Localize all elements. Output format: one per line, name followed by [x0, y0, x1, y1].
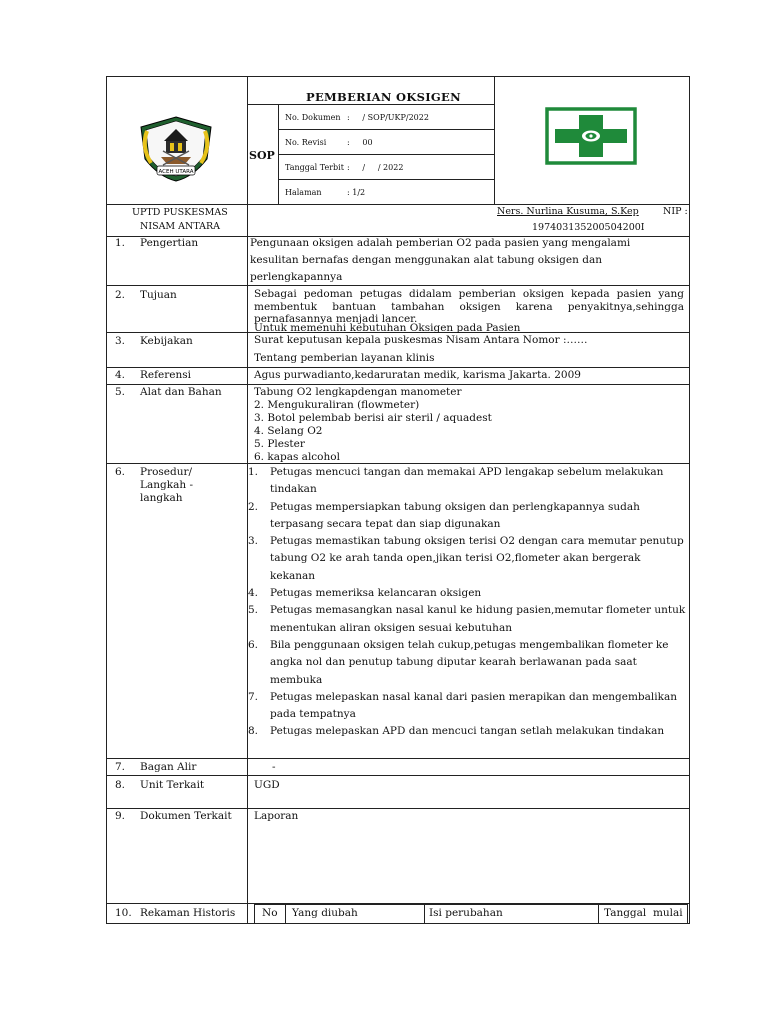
section-label-unit-terkait: Unit Terkait — [140, 779, 205, 791]
alat-item: 5. Plester — [254, 438, 305, 450]
org-name-line2: NISAM ANTARA — [140, 221, 221, 232]
divider — [278, 129, 494, 130]
section-label-rekaman-historis: Rekaman Historis — [140, 907, 236, 919]
rekaman-col-yang-diubah: Yang diubah — [292, 907, 358, 919]
alat-item: 3. Botol pelembab berisi air steril / aquadest — [254, 412, 492, 424]
section-number: 2. — [115, 289, 126, 301]
no-dokumen-label: No. Dokumen — [285, 113, 341, 122]
dokumen-terkait-text: Laporan — [254, 810, 299, 822]
section-number: 7. — [115, 761, 126, 773]
no-revisi-value: : 00 — [347, 138, 373, 147]
section-label-kebijakan: Kebijakan — [140, 335, 193, 347]
tanggal-terbit-label: Tanggal Terbit — [285, 163, 344, 172]
procedure-step — [248, 464, 688, 499]
section-number: 9. — [115, 810, 126, 822]
rekaman-col-tanggal-mulai: Tanggal mulai — [604, 907, 683, 919]
alat-item: 4. Selang O2 — [254, 425, 323, 437]
step-text: Petugas memastikan tabung oksigen terisi O2 dengan cara memutar penutup tabung O2 ke arah tanda open,jikan terisi O2,flometer akan bergerak kekanan — [270, 535, 684, 582]
org-name-line1: UPTD PUSKESMAS — [132, 207, 228, 218]
divider — [278, 154, 494, 155]
divider — [278, 179, 494, 180]
section-number: 1. — [115, 237, 126, 249]
divider — [106, 758, 690, 759]
step-number: 4. — [248, 587, 259, 600]
step-number: 1. — [248, 466, 259, 478]
procedure-step — [248, 689, 688, 724]
sop-label: SOP — [249, 149, 275, 162]
procedure-step — [248, 585, 688, 602]
procedure-step — [248, 533, 688, 585]
step-text: Petugas melepaskan nasal kanal dari pasien merapikan dan mengembalikan pada tempatnya — [270, 690, 678, 721]
pengertian-text: Pengunaan oksigen adalah pemberian O2 pada pasien yang mengalami kesulitan bernafas dengan menggunakan alat tabung oksigen dan perlengkapannya — [250, 237, 631, 283]
divider — [424, 904, 425, 924]
section-number: 4. — [115, 369, 126, 381]
step-number: 6. — [248, 638, 259, 651]
divider — [106, 367, 690, 368]
no-revisi-label: No. Revisi — [285, 138, 327, 147]
procedure-step — [248, 637, 688, 689]
nip-value: 197403135200504200I — [532, 222, 645, 233]
procedure-steps-list — [248, 464, 688, 741]
section-label-tujuan: Tujuan — [140, 289, 177, 301]
divider — [598, 904, 599, 924]
section-number: 3. — [115, 335, 126, 347]
section-number: 8. — [115, 779, 126, 791]
section-label-prosedur-3: langkah — [140, 492, 183, 504]
step-text: Petugas melepaskan APD dan mencuci tangan setlah melakukan tindakan — [270, 725, 665, 738]
nip-label: NIP : — [663, 206, 688, 217]
procedure-step — [248, 602, 688, 637]
step-text: Petugas mempersiapkan tabung oksigen dan perlengkapannya sudah terpasang secara tepat dan siap digunakan — [270, 500, 640, 530]
section-number: 5. — [115, 386, 126, 398]
bagan-alir-text: - — [272, 761, 276, 773]
signer-name: Ners. Nurlina Kusuma, S.Kep — [497, 206, 639, 217]
section-label-prosedur: Prosedur/ — [140, 466, 193, 478]
step-number: 7. — [248, 690, 259, 703]
divider — [247, 76, 248, 237]
rekaman-col-isi-perubahan: Isi perubahan — [429, 907, 503, 919]
step-number: 2. — [248, 500, 259, 513]
step-text: Petugas memeriksa kelancaran oksigen — [270, 587, 482, 600]
tujuan-text: Sebagai pedoman petugas didalam pemberian oksigen kepada pasien yang membentuk bantuan tambahan oksigen karena penyakitnya,sehingga pernafasannya menjadi lancer. — [254, 288, 684, 326]
divider — [106, 384, 690, 385]
section-label-pengertian: Pengertian — [140, 237, 199, 249]
divider — [106, 775, 690, 776]
section-number: 6. — [115, 466, 126, 478]
document-title: PEMBERIAN OKSIGEN — [306, 90, 461, 104]
kebijakan-text-2: Tentang pemberian layanan klinis — [254, 352, 435, 364]
halaman-label: Halaman — [285, 188, 322, 197]
kebijakan-text-1: Surat keputusan kepala puskesmas Nisam Antara Nomor :…… — [254, 334, 588, 346]
referensi-text: Agus purwadianto,kedaruratan medik, karisma Jakarta. 2009 — [254, 369, 581, 381]
step-text: Petugas mencuci tangan dan memakai APD lengakap sebelum melakukan tindakan — [270, 466, 664, 496]
alat-item: Tabung O2 lengkapdengan manometer — [254, 386, 462, 398]
rekaman-col-no: No — [262, 907, 278, 919]
unit-terkait-text: UGD — [254, 779, 280, 791]
section-label-referensi: Referensi — [140, 369, 191, 381]
section-label-bagan-alir: Bagan Alir — [140, 761, 197, 773]
tujuan-text-2: Untuk memenuhi kebutuhan Oksigen pada Pasien — [254, 322, 521, 334]
tanggal-terbit-value: : / / 2022 — [347, 163, 404, 172]
emblem-banner-text: ACEH UTARA — [158, 169, 194, 175]
step-number: 3. — [248, 535, 259, 548]
step-number: 5. — [248, 604, 259, 617]
procedure-step — [248, 499, 688, 534]
puskesmas-green-cross-logo — [545, 107, 637, 165]
step-number: 8. — [248, 725, 259, 738]
alat-item: 6. kapas alcohol — [254, 451, 340, 463]
halaman-value: : 1/2 — [347, 188, 366, 197]
alat-item: 2. Mengukuraliran (flowmeter) — [254, 399, 420, 411]
divider — [285, 904, 286, 924]
section-label-prosedur-2: Langkah - — [140, 479, 193, 491]
section-label-dokumen-terkait: Dokumen Terkait — [140, 810, 232, 822]
divider — [106, 808, 690, 809]
aceh-utara-emblem-logo — [133, 111, 219, 185]
step-text: Petugas memasangkan nasal kanul ke hidung pasien,memutar flometer untuk menentukan aliran oksigen sesuai kebutuhan — [270, 604, 686, 634]
section-label-alat-bahan: Alat dan Bahan — [140, 386, 222, 398]
no-dokumen-value: : / SOP/UKP/2022 — [347, 113, 429, 122]
divider — [247, 104, 494, 105]
section-number: 10. — [115, 907, 132, 919]
step-text: Bila penggunaan oksigen telah cukup,petugas mengembalikan flometer ke angka nol dan penutup tabung diputar kearah berlawanan pada saat membuka — [270, 638, 669, 686]
divider — [494, 76, 495, 205]
procedure-step — [248, 723, 688, 740]
